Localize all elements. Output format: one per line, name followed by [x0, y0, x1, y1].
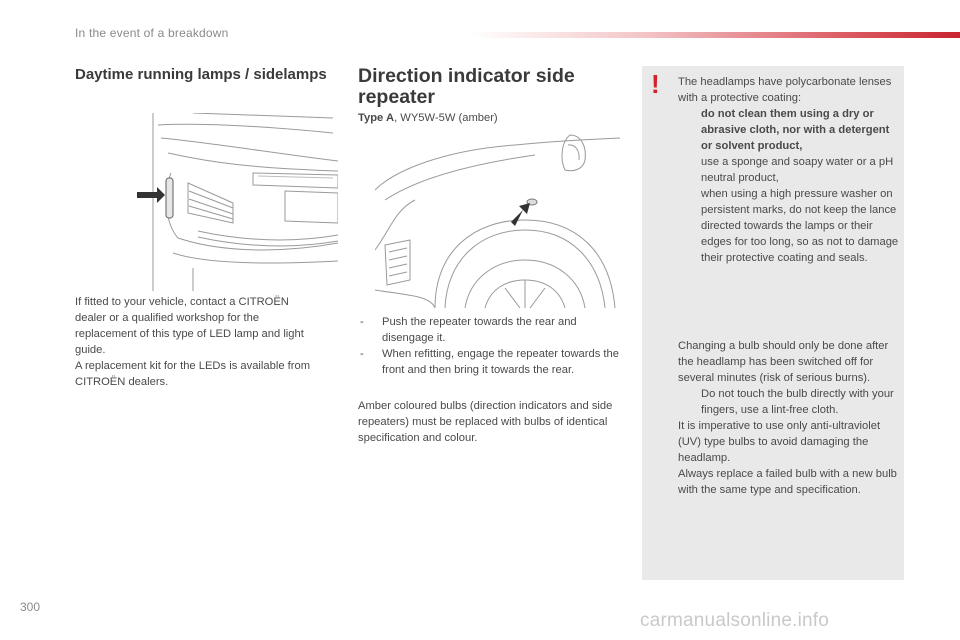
- warning-intro: The headlamps have polycarbonate lenses with a protective coating:: [678, 76, 892, 104]
- page-number: 300: [20, 600, 41, 614]
- warning-uv-note: It is imperative to use only anti-ultraviolet (UV) type bulbs to avoid damaging the headlamp.: [678, 420, 881, 464]
- front-bumper-daytime-lamp-illustration: [133, 113, 338, 291]
- warning-headlamp-care: [678, 74, 900, 266]
- step-text: When refitting, engage the repeater towards the front and then bring it towards the rear.: [382, 348, 619, 376]
- body-line: replacement of this type of LED lamp and light: [75, 328, 304, 340]
- bulb-type-label: Type A: [358, 112, 395, 124]
- body-line: guide.: [75, 344, 106, 356]
- warning-bullet: [678, 186, 900, 266]
- body-line: A replacement kit for the LEDs is available from: [75, 360, 311, 372]
- warning-icon: !: [651, 69, 660, 99]
- warning-bullet-text: use a sponge and soapy water or a pH neutral product,: [701, 156, 894, 184]
- daytime-lamps-title: Daytime running lamps / sidelamps: [75, 66, 327, 83]
- body-line: dealer or a qualified workshop for the: [75, 312, 260, 324]
- warning-bullet-text: Do not touch the bulb directly with your fingers, use a lint-free cloth.: [701, 388, 894, 416]
- body-line: CITROËN dealers.: [75, 376, 169, 388]
- body-line: If fitted to your vehicle, contact a CITROËN: [75, 296, 289, 308]
- bulb-type-value: , WY5W-5W (amber): [394, 112, 498, 124]
- repeater-steps: [358, 314, 628, 378]
- step-item: [358, 346, 628, 378]
- step-text: Push the repeater towards the rear and disengage it.: [382, 316, 577, 344]
- watermark: carmanualsonline.info: [640, 610, 830, 631]
- warning-replace-note: Always replace a failed bulb with a new bulb with the same type and specification.: [678, 468, 897, 496]
- wheel-arch-side-repeater-illustration: [375, 130, 620, 308]
- section-title: In the event of a breakdown: [75, 26, 229, 40]
- warning-second-intro: Changing a bulb should only be done after the headlamp has been switched off for several minutes (risk of serious burns).: [678, 340, 889, 384]
- warning-bullet: [678, 386, 900, 418]
- step-dash: -: [360, 316, 364, 328]
- warning-bulb-change: [678, 338, 900, 498]
- header-accent-bar: [470, 32, 960, 38]
- daytime-lamps-body: [75, 294, 340, 390]
- side-repeater-title: Direction indicator side repeater: [358, 65, 575, 108]
- warning-bullet: [678, 106, 900, 154]
- warning-bullet-text: when using a high pressure washer on persistent marks, do not keep the lance directed towards the lamps or their edges for too long, so as not to damage their protective coating and seals.: [701, 188, 899, 264]
- warning-bullet-text: do not clean them using a dry or abrasive cloth, nor with a detergent or solvent product,: [701, 108, 890, 152]
- step-item: [358, 314, 628, 346]
- bulb-type-line: [358, 110, 628, 126]
- amber-bulb-note: Amber coloured bulbs (direction indicators and side repeaters) must be replaced with bulbs of identical specification and colour.: [358, 400, 613, 444]
- warning-bullet: [678, 154, 900, 186]
- step-dash: -: [360, 348, 364, 360]
